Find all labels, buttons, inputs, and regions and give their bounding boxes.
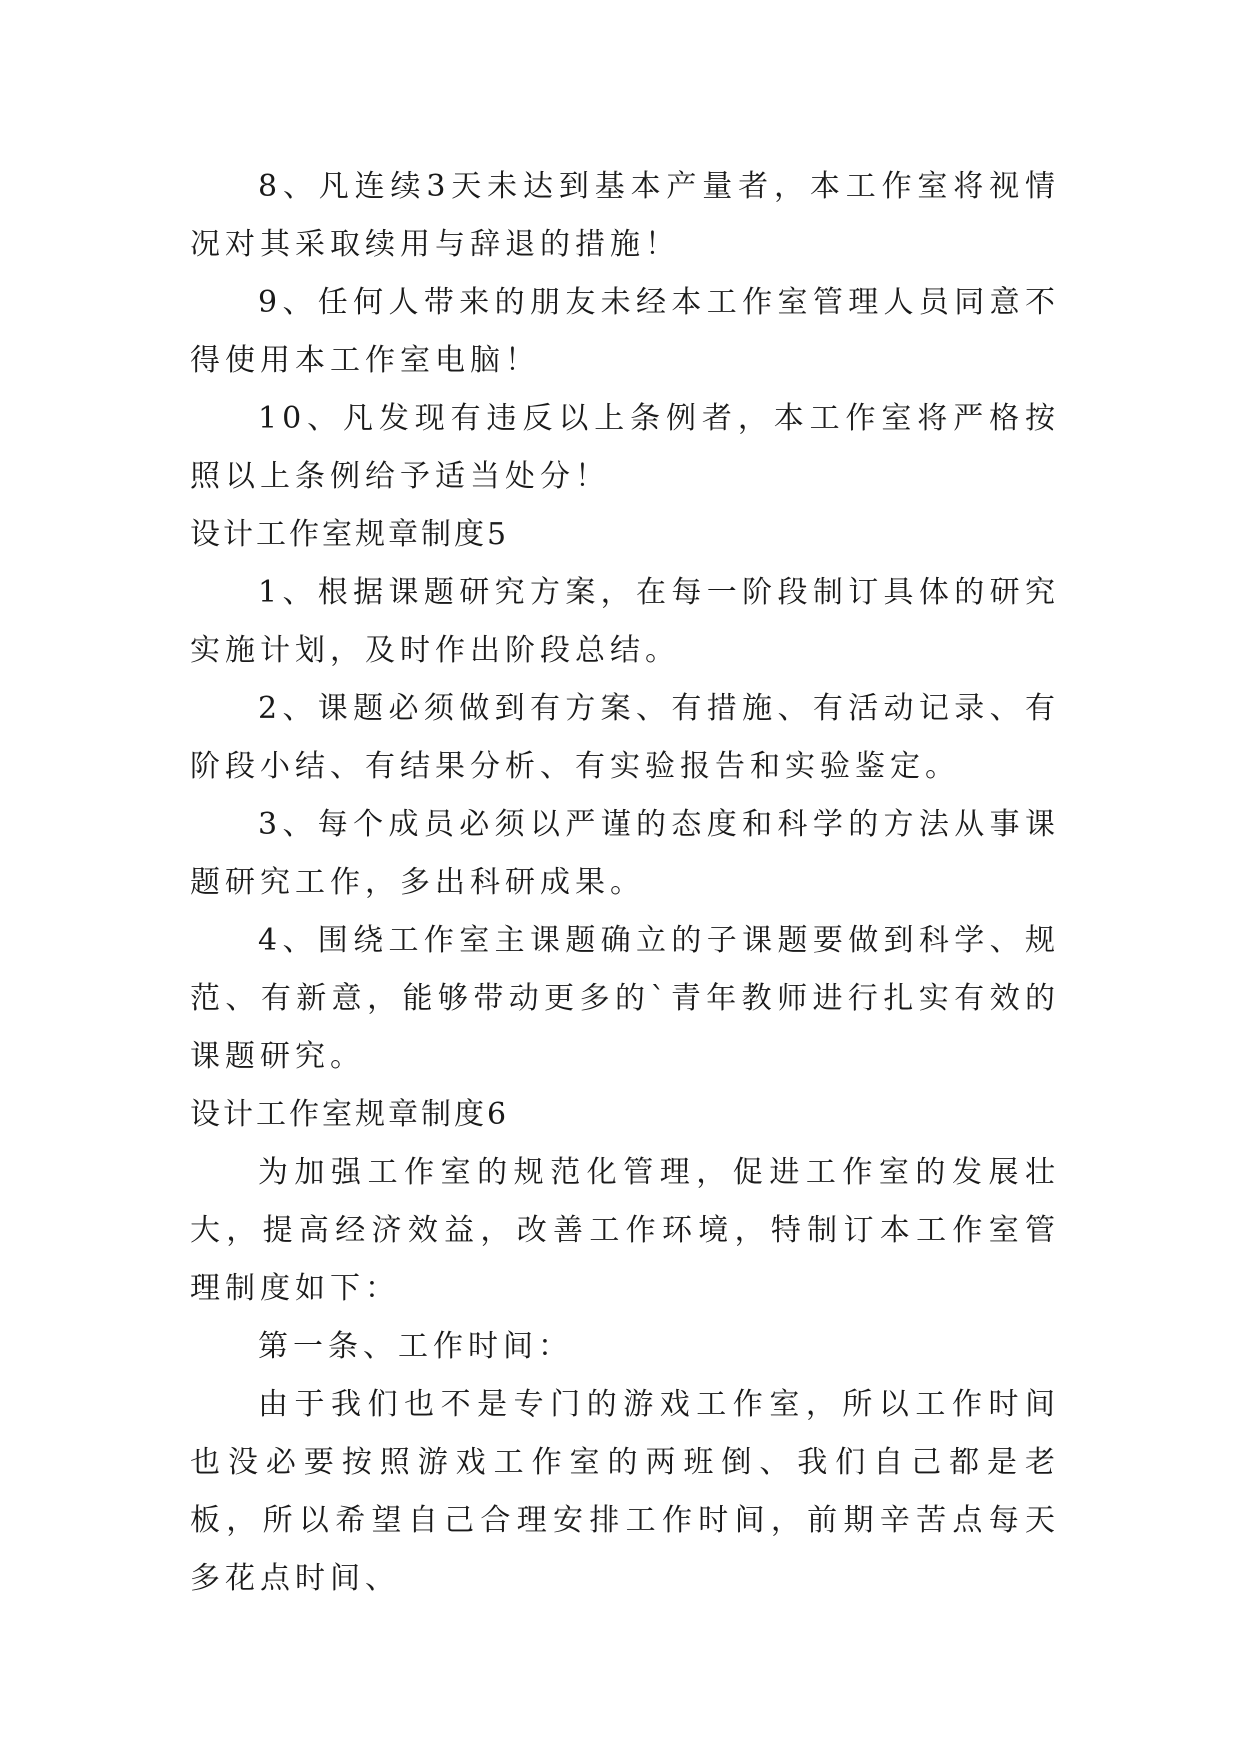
paragraph-item-2: 2、课题必须做到有方案、有措施、有活动记录、有阶段小结、有结果分析、有实验报告和实验鉴定。 bbox=[190, 691, 1060, 784]
paragraph-item-3: 3、每个成员必须以严谨的态度和科学的方法从事课题研究工作，多出科研成果。 bbox=[190, 807, 1060, 900]
paragraph-intro: 为加强工作室的规范化管理，促进工作室的发展壮大，提高经济效益，改善工作环境，特制订本工作室管理制度如下： bbox=[190, 1155, 1060, 1306]
paragraph-article-1-body: 由于我们也不是专门的游戏工作室，所以工作时间也没必要按照游戏工作室的两班倒、我们自己都是老板，所以希望自己合理安排工作时间，前期辛苦点每天多花点时间、 bbox=[190, 1387, 1060, 1596]
paragraph-rule-8: 8、凡连续3天未达到基本产量者，本工作室将视情况对其采取续用与辞退的措施！ bbox=[190, 169, 1060, 262]
paragraph-item-4: 4、围绕工作室主课题确立的子课题要做到科学、规范、有新意，能够带动更多的`青年教师进行扎实有效的课题研究。 bbox=[190, 923, 1060, 1074]
paragraph-rule-10: 10、凡发现有违反以上条例者，本工作室将严格按照以上条例给予适当处分！ bbox=[190, 401, 1060, 494]
paragraph-rule-9: 9、任何人带来的朋友未经本工作室管理人员同意不得使用本工作室电脑！ bbox=[190, 285, 1060, 378]
document-body bbox=[190, 158, 1060, 1608]
paragraph-article-1-title: 第一条、工作时间： bbox=[258, 1329, 573, 1364]
section-heading-5: 设计工作室规章制度5 bbox=[190, 517, 510, 552]
paragraph-item-1: 1、根据课题研究方案，在每一阶段制订具体的研究实施计划，及时作出阶段总结。 bbox=[190, 575, 1060, 668]
section-heading-6: 设计工作室规章制度6 bbox=[190, 1097, 510, 1132]
